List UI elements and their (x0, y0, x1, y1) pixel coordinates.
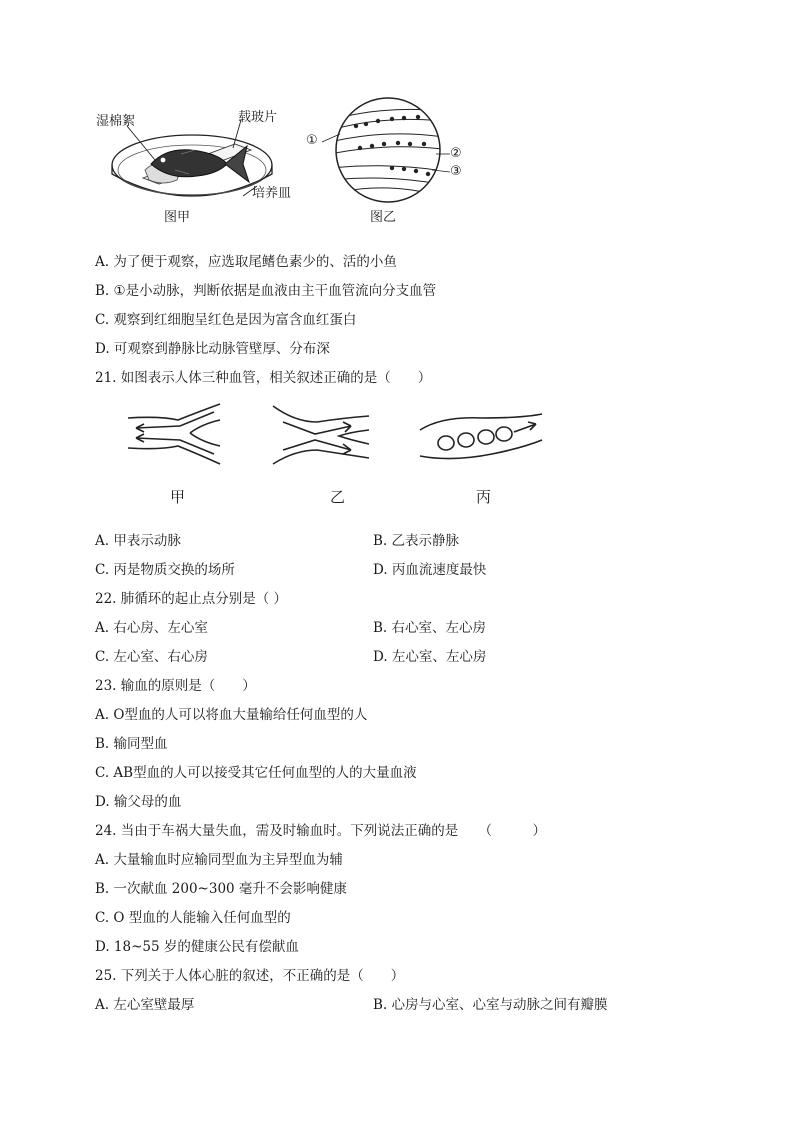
label-yi-2: ② (450, 146, 462, 161)
vessel-bing-illustration (412, 410, 547, 466)
q22-stem: 22. 肺循环的起止点分别是（ ） (95, 591, 288, 607)
vessel-figure-bing (412, 410, 547, 466)
vessel-yi-illustration (265, 400, 375, 470)
q25-option-a: A. 左心室壁最厚 (95, 997, 195, 1013)
q23-stem: 23. 输血的原则是（ ） (95, 678, 256, 694)
q25-option-b: B. 心房与心室、心室与动脉之间有瓣膜 (373, 997, 608, 1013)
vessel-figure-jia (120, 398, 230, 468)
label-petri-dish: 培养皿 (252, 186, 292, 201)
q22-option-b: B. 右心室、左心房 (373, 620, 487, 636)
q24-option-b: B. 一次献血 200~300 毫升不会影响健康 (95, 881, 347, 897)
q21-option-c: C. 丙是物质交换的场所 (95, 562, 235, 578)
vessel-label-yi: 乙 (330, 488, 346, 506)
q21-option-a: A. 甲表示动脉 (95, 533, 181, 549)
q22-option-d: D. 左心室、左心房 (373, 649, 487, 665)
caption-figure-jia: 图甲 (164, 210, 191, 225)
q21-option-b: B. 乙表示静脉 (373, 533, 460, 549)
label-glass-slide: 载玻片 (238, 110, 278, 125)
q24-option-d: D. 18~55 岁的健康公民有偿献血 (95, 939, 299, 955)
q25-stem: 25. 下列关于人体心脏的叙述，不正确的是（ ） (95, 968, 405, 984)
q24-option-c: C. O 型血的人能输入任何血型的 (95, 910, 291, 926)
label-yi-3: ③ (450, 164, 462, 179)
q23-option-b: B. 输同型血 (95, 736, 168, 752)
vessel-label-bing: 丙 (476, 488, 492, 506)
q24-stem: 24. 当由于车祸大量失血，需及时输血时。下列说法正确的是 （ ） (95, 823, 547, 839)
q22-option-a: A. 右心房、左心室 (95, 620, 208, 636)
q24-option-a: A. 大量输血时应输同型血为主异型血为辅 (95, 852, 343, 868)
q23-option-a: A. O型血的人可以将血大量输给任何血型的人 (95, 707, 368, 723)
q20-option-b: B. ①是小动脉，判断依据是血液由主干血管流向分支血管 (95, 283, 437, 299)
vessel-figure-yi (265, 400, 375, 470)
q21-option-d: D. 丙血流速度最快 (373, 562, 487, 578)
caption-figure-yi: 图乙 (370, 210, 397, 225)
label-yi-1: ① (306, 133, 318, 148)
q22-option-c: C. 左心室、右心房 (95, 649, 208, 665)
vessel-jia-illustration (120, 398, 230, 468)
q21-stem: 21. 如图表示人体三种血管，相关叙述正确的是（ ） (95, 370, 432, 386)
vessel-label-jia: 甲 (170, 488, 186, 506)
q20-option-c: C. 观察到红细胞呈红色是因为富含血红蛋白 (95, 312, 357, 328)
q23-option-d: D. 输父母的血 (95, 794, 182, 810)
q20-option-a: A. 为了便于观察，应选取尾鳍色素少的、活的小鱼 (95, 254, 397, 270)
q20-option-d: D. 可观察到静脉比动脉管壁厚、分布深 (95, 341, 330, 357)
q23-option-c: C. AB型血的人可以接受其它任何血型的人的大量血液 (95, 765, 417, 781)
label-wet-cotton: 湿棉絮 (96, 114, 136, 129)
